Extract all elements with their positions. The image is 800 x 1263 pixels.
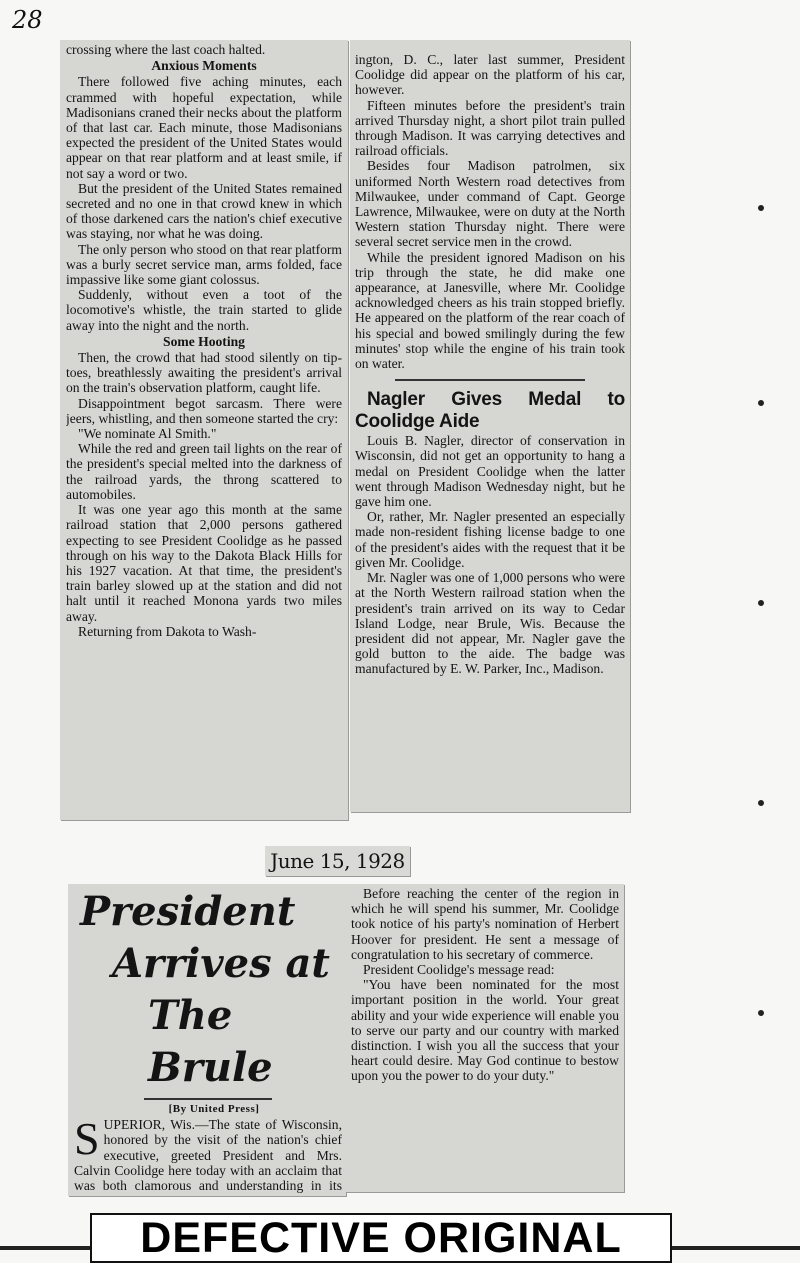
article3-p1: UPERIOR, Wis.—The state of Wisconsin, honored by the visit of the nation's chief executive, greeted President and Mrs. Calvin Coolidge here today with an acclaim that was both clamorous and understanding in its [74,1117,342,1194]
subhead-anxious-moments: Anxious Moments [151,58,257,74]
article1-col2 [355,52,625,808]
article1-col1-p0: crossing where the last coach halted. [66,42,266,57]
subhead-some-hooting: Some Hooting [163,333,245,349]
article1-col1-p3: The only person who stood on that rear platform was a burly secret service man, arms folded, face impassive like some giant colossus. [66,241,342,288]
article1-col1-p8: While the red and green tail lights on the rear of the president's special melted into the darkness of the railroad yards, the throng scattered to automobiles. [66,441,342,502]
article1-col1-p6: Disappointment begot sarcasm. There were jeers, whistling, and then someone started the cry: [66,395,342,426]
binder-mark [758,205,764,211]
article1-col2-p2: Besides four Madison patrolmen, six uniformed North Western road detectives from Milwaukee, under command of Capt. George Lawrence, Milwaukee, were on duty at the North Western station Thursday night. There were several secret service men in the crowd. [355,158,625,250]
binder-mark [758,600,764,606]
article3-p2: Before reaching the center of the region in which he will spend his summer, Mr. Coolidge took notice of his party's nomination of Herbert Hoover for president. He sent a message of congratulation to his secretary of commerce. [351,886,619,962]
column-divider-rule [395,379,585,381]
article1-col2-p0: ington, D. C., later last summer, President Coolidge did appear on the platform of his car, however. [355,52,625,98]
article3-headline [74,886,342,1094]
article1-col1-p10: Returning from Dakota to Wash- [78,623,257,639]
article1-col2-p3: While the president ignored Madison on his trip through the state, he did make one appearance, at Janesville, where Mr. Coolidge acknowledged cheers as his train stopped briefly. He appeared on the platform of the rear coach of his special and bowed smilingly during the few minutes' stop while the engine of his train took on water. [355,249,625,372]
article2-p2: Or, rather, Mr. Nagler presented an especially made non-resident fishing license badge to one of the president's aides with the request that it be given Mr. Coolidge. [355,509,625,570]
article1-col1-p1: There followed five aching minutes, each crammed with hopeful expectation, while Madisonians craned their necks about the platform of that last car. Each minute, those Madisonians expected the president of the United States would appear on that rear platform and at least smile, if not say a word or two. [66,74,342,181]
headline-line-2: Arrives at [112,940,330,987]
article2-headline: Nagler Gives Medal to Coolidge Aide [355,389,625,433]
date-label: June 15, 1928 [265,846,410,876]
binder-mark [758,800,764,806]
clipping-article1-col2 [350,40,630,812]
article3-col1 [74,886,342,1194]
clipping-article3-col1 [68,884,346,1196]
dropcap-letter: S [74,1113,100,1165]
binder-mark [758,400,764,406]
article1-col1-p2: But the president of the United States remained secreted and no one in that crowd knew in which of those darkened cars the nation's chief executive was staying, nor what he was doing. [66,180,342,242]
page-number: 28 [12,6,43,34]
headline-line-3: The Brule [148,992,273,1091]
byline: [By United Press] [168,1103,260,1115]
clipping-article1-col1 [60,40,348,820]
clipping-article3-col2 [346,884,624,1192]
article1-col1-p9: It was one year ago this month at the same railroad station that 2,000 persons gathered expecting to see President Coolidge as he passed through on his way to the Dakota Black Hills for his 1927 vacation. At that time, the president's train barley slowed up at the station and did not halt until it reached Monona yards two miles away. [66,502,342,624]
article3-p3: President Coolidge's message read: [363,962,555,978]
article1-col1-p7: "We nominate Al Smith." [78,426,217,442]
article1-col2-p1: Fifteen minutes before the president's train arrived Thursday night, a short pilot train pulled through Madison. It was carrying detectives and railroad officials. [355,97,625,159]
article3-col2 [351,886,619,1190]
article3-p1-wrap [74,1113,342,1194]
article1-col1-p4: Suddenly, without even a toot of the locomotive's whistle, the train started to glide away into the night and the north. [66,287,342,333]
article1-col1 [66,42,342,818]
article3-p4: "You have been nominated for the most important position in the world. Your great ability and your wide experience will enable you to serve our party and our country with marked distinction. I wish you all the success that your heart could desire. May God continue to bestow upon you the power to do your duty." [351,977,619,1084]
article2-p3: Mr. Nagler was one of 1,000 persons who were at the North Western railroad station when the president's train arrived on its way to Cedar Island Lodge, near Brule, Wis. Because the president did not appear, Mr. Nagler gave the gold button to the aide. The badge was manufactured by E. W. Parker, Inc., Madison. [355,570,625,677]
article1-col1-p5: Then, the crowd that had stood silently on tip-toes, breathlessly awaiting the president's arrival on the train's observation platform, caught life. [66,350,342,396]
binder-mark [758,1010,764,1016]
headline-rule [144,1098,272,1100]
headline-line-1: President [80,888,296,935]
article2-p1: Louis B. Nagler, director of conservation in Wisconsin, did not get an opportunity to hang a medal on President Coolidge when the latter went through Madison Wednesday night, but he gave him one. [355,433,625,510]
defective-original-banner: DEFECTIVE ORIGINAL [90,1213,672,1263]
